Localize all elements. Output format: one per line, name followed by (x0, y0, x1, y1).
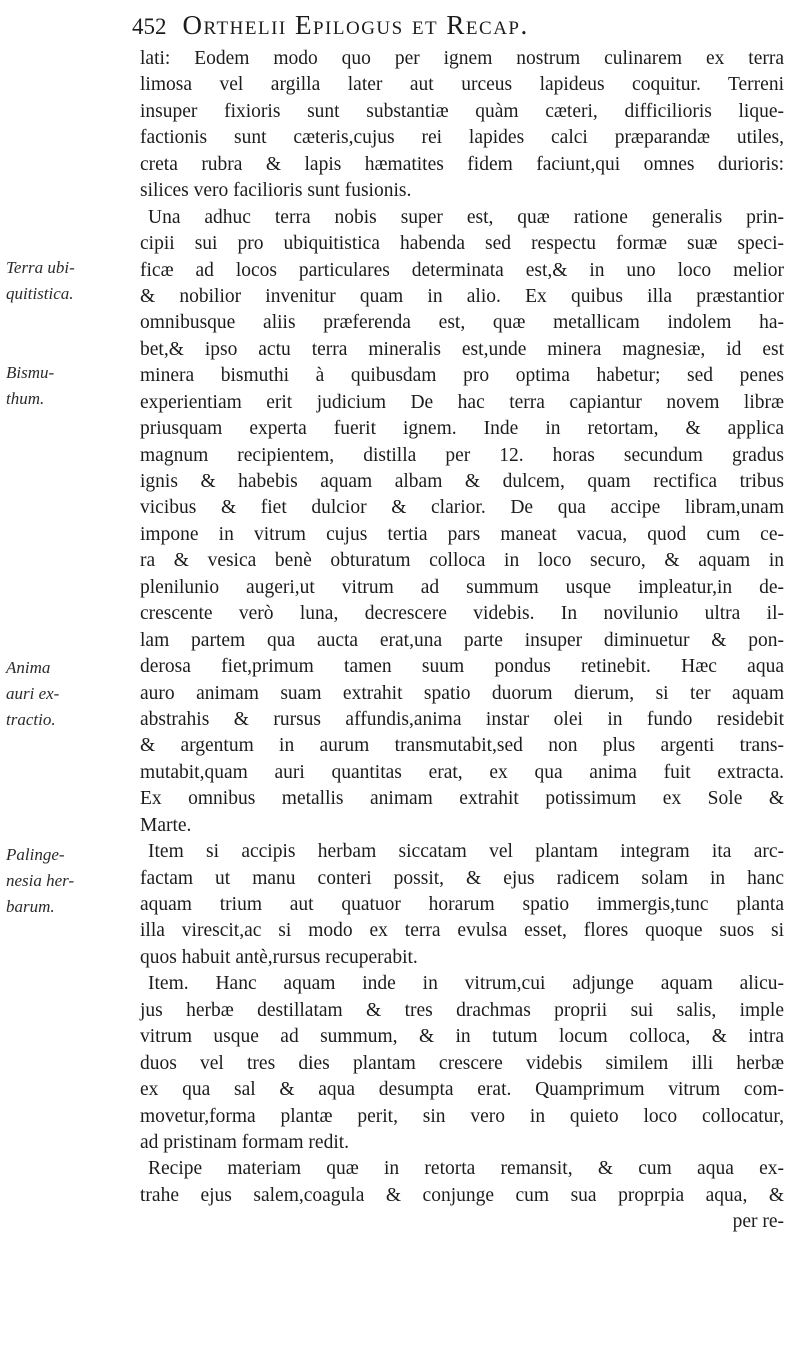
text-line: limosa vel argilla later aut urceus lapideus coquitur. Terreni (140, 74, 784, 96)
text-line: & argentum in aurum transmutabit,sed non plus argenti trans- (140, 735, 784, 757)
sidenote-palingenesia: Palinge- nesia her- barum. (6, 845, 75, 916)
text-line: factam ut manu conteri possit, & ejus radicem solam in hanc (140, 867, 784, 889)
text-line: mutabit,quam auri quantitas erat, ex qua anima fuit extracta. (140, 761, 784, 783)
running-title: Orthelii Epilogus et Recap. (182, 10, 529, 40)
text-line: auro animam suam extrahit spatio duorum dierum, si ter aquam (140, 682, 784, 704)
text-line: & nobilior invenitur quam in alio. Ex quibus illa præstantior (140, 285, 784, 307)
text-line: Marte. (140, 814, 192, 836)
text-line: movetur,forma plantæ perit, sin vero in quieto loco collocatur, (140, 1105, 784, 1127)
text-line: factionis sunt cæteris,cujus rei lapides calci præparandæ utiles, (140, 127, 784, 149)
text-line: Recipe materiam quæ in retorta remansit, & cum aqua ex- (148, 1158, 784, 1180)
text-line: per re- (732, 1211, 784, 1233)
text-line: experientiam erit judicium De hac terra capiantur novem libræ (140, 391, 784, 413)
text-line: vitrum usque ad summum, & in tutum locum colloca, & intra (140, 1026, 784, 1048)
text-line: omnibusque aliis præferenda est, quæ metallicam indolem ha- (140, 312, 784, 334)
text-line: aquam trium aut quatuor horarum spatio immergis,tunc planta (140, 894, 784, 915)
sidenote-anima-auri: Anima auri ex- tractio. (6, 658, 60, 729)
text-line: Ex omnibus metallis animam extrahit potissimum ex Sole & (140, 788, 784, 810)
text-line: ignis & habebis aquam albam & dulcem, quam rectifica tribus (140, 471, 784, 492)
text-line: jus herbæ destillatam & tres drachmas proprii sui salis, imple (140, 999, 784, 1021)
text-line: ad pristinam formam redit. (140, 1131, 350, 1153)
text-line: Una adhuc terra nobis super est, quæ ratione generalis prin- (148, 206, 784, 228)
text-line: magnum recipientem, distilla per 12. horas secundum gradus (140, 444, 784, 466)
page-header (132, 10, 782, 50)
body-text (140, 46, 784, 1236)
text-line: lam partem qua aucta erat,una parte insuper diminuetur & pon- (140, 629, 784, 651)
text-line: derosa fiet,primum tamen suum pondus retinebit. Hæc aqua (140, 656, 784, 678)
text-line: duos vel tres dies plantam crescere videbis similem illi herbæ (140, 1052, 784, 1074)
text-line: ficæ ad locos particulares determinata est,& in uno loco melior (140, 259, 784, 281)
text-line: ex qua sal & aqua desumpta erat. Quamprimum vitrum com- (140, 1079, 784, 1101)
text-line: priusquam experta fuerit ignem. Inde in retortam, & applica (140, 418, 784, 440)
text-line: Item si accipis herbam siccatam vel plantam integram ita arc- (148, 841, 784, 863)
text-line: abstrahis & rursus affundis,anima instar olei in fundo residebit (140, 708, 784, 730)
text-line: Item. Hanc aquam inde in vitrum,cui adjunge aquam alicu- (148, 973, 784, 995)
text-line: trahe ejus salem,coagula & conjunge cum sua proprpia aqua, & (140, 1184, 784, 1206)
text-line: bet,& ipso actu terra mineralis est,unde minera magnesiæ, id est (140, 338, 784, 360)
text-line: insuper fixioris sunt substantiæ quàm cæteri, difficilioris lique- (140, 100, 784, 122)
sidenote-bismuthum: Bismu- thum. (6, 363, 55, 408)
text-line: quos habuit antè,rursus recuperabit. (140, 946, 418, 968)
sidenote-terra-ubiquitistica: Terra ubi- quitistica. (6, 258, 75, 303)
text-line: lati: Eodem modo quo per ignem nostrum culinarem ex terra (140, 48, 784, 69)
text-line: ra & vesica benè obturatum colloca in loco securo, & aquam in (140, 550, 784, 572)
text-line: vicibus & fiet dulcior & clarior. De qua accipe libram,unam (140, 497, 784, 519)
text-line: impone in vitrum cujus tertia pars maneat vacua, quod cum ce- (140, 523, 784, 545)
text-line: creta rubra & lapis hæmatites fidem faciunt,qui omnes durioris: (140, 153, 784, 175)
text-line: plenilunio augeri,ut vitrum ad summum usque impleatur,in de- (140, 576, 784, 598)
text-line: cipii sui pro ubiquitistica habenda sed respectu formæ suæ speci- (140, 233, 784, 255)
text-line: silices vero facilioris sunt fusionis. (140, 180, 412, 202)
page-number: 452 (132, 14, 167, 39)
text-line: minera bismuthi à quibusdam pro optima habetur; sed penes (140, 365, 784, 387)
text-line: illa virescit,ac si modo ex terra evulsa esset, flores quoque suos si (140, 920, 784, 942)
text-line: crescente verò luna, decrescere videbis. In novilunio ultra il- (140, 603, 784, 625)
